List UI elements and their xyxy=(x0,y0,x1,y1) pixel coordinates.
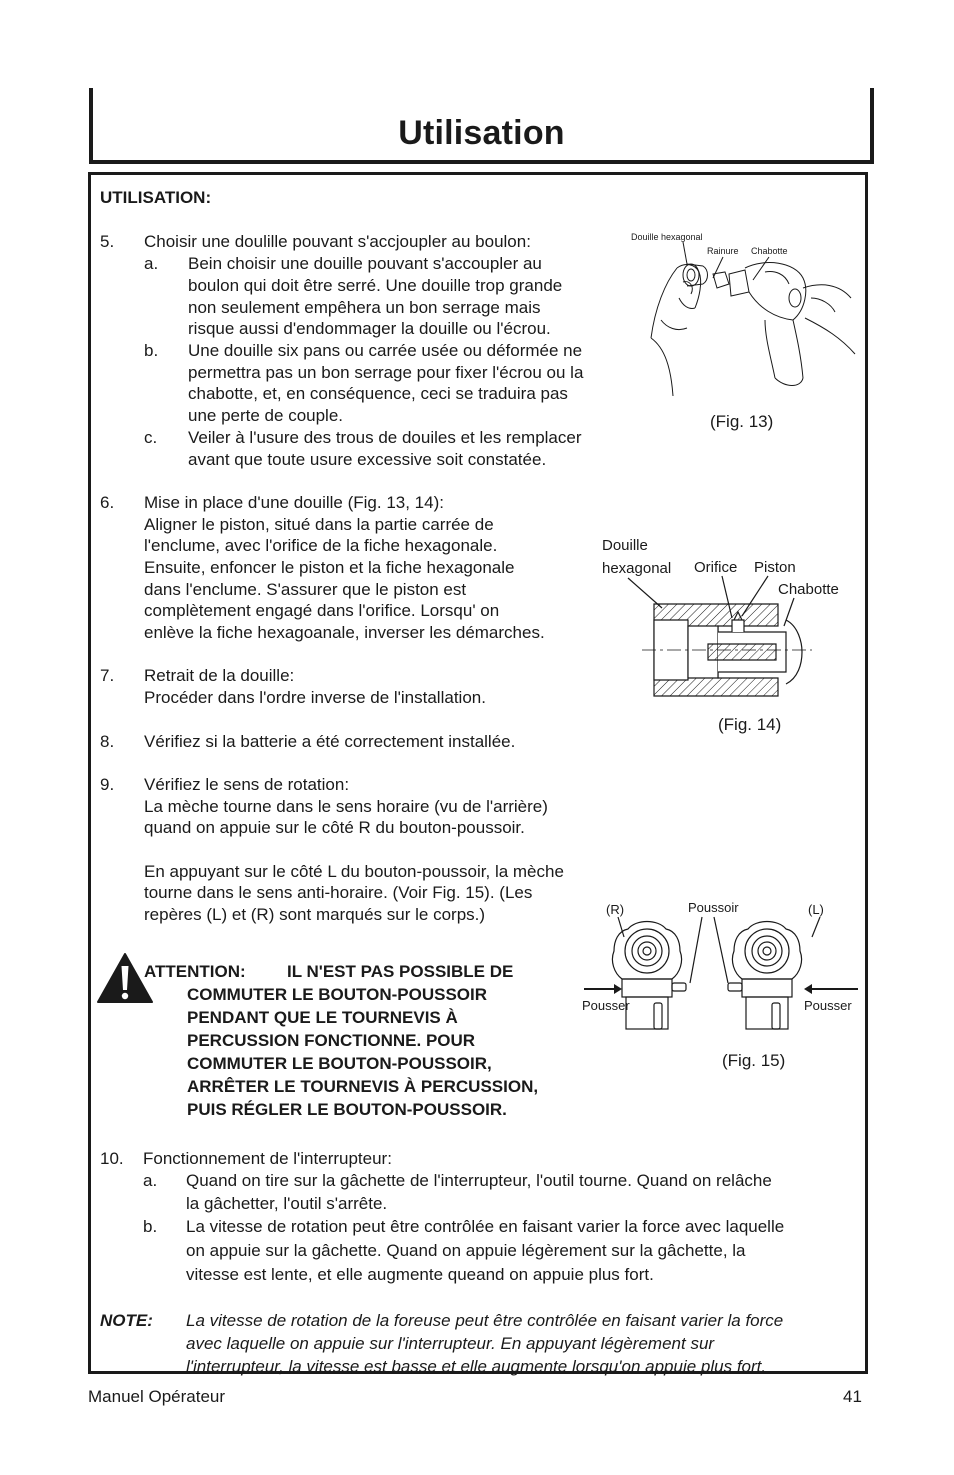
sub-line: boulon qui doit être serré. Une douille trop grande xyxy=(188,276,563,295)
attention-line: ARRÊTER LE TOURNEVIS À PERCUSSION, xyxy=(187,1077,539,1096)
note-label: NOTE: xyxy=(100,1311,153,1330)
attention-line: PENDANT QUE LE TOURNEVIS À xyxy=(187,1008,458,1027)
page-number: 41 xyxy=(843,1387,862,1406)
step-line: repères (L) et (R) sont marqués sur le corps.) xyxy=(144,905,486,924)
step-number: 6. xyxy=(100,493,115,512)
fig14-label-anvil: Chabotte xyxy=(778,581,839,598)
fig15-label-push-left: Pousser xyxy=(582,998,630,1013)
note-line: l'interrupteur, la vitesse est basse et elle augmente lorsqu'on appuie plus fort. xyxy=(186,1357,767,1376)
rotation-switch-illustration xyxy=(580,895,865,1040)
step-line: Aligner le piston, situé dans la partie carrée de xyxy=(144,515,494,534)
step-line: quand on appuie sur le côté R du bouton-poussoir. xyxy=(144,818,525,837)
fig15-label-push-right: Pousser xyxy=(804,998,852,1013)
sub-line: Une douille six pans ou carrée usée ou déformée ne xyxy=(188,341,583,360)
sub-line: vitesse est lente, et elle augmente queand on appuie plus fort. xyxy=(186,1265,654,1284)
title-frame xyxy=(89,88,874,164)
step-number: 5. xyxy=(100,232,115,251)
step-line: La mèche tourne dans le sens horaire (vu de l'arrière) xyxy=(144,797,548,816)
step-line: Vérifiez le sens de rotation: xyxy=(144,775,350,794)
sub-line: chabotte, et, en conséquence, ceci se traduira pas xyxy=(188,384,568,403)
attention-line: PERCUSSION FONCTIONNE. POUR xyxy=(187,1031,476,1050)
fig15-label-l: (L) xyxy=(808,902,824,917)
sub-label: c. xyxy=(144,428,158,447)
socket-cross-section xyxy=(598,530,860,705)
fig15-label-r: (R) xyxy=(606,902,625,917)
sub-label: b. xyxy=(143,1217,158,1236)
sub-line: risque aussi d'endommager la douille ou l'écrou. xyxy=(188,319,551,338)
fig14-label-socket-1: Douille xyxy=(602,537,648,554)
figure-caption: (Fig. 13) xyxy=(710,412,774,431)
step-line: dans l'enclume. S'assurer que le piston est xyxy=(144,580,467,599)
note-line: avec laquelle on appuie sur l'interrupteur. En appuyant légèrement sur xyxy=(186,1334,715,1353)
attention-line: PUIS RÉGLER LE BOUTON-POUSSOIR. xyxy=(187,1100,507,1119)
step-number: 7. xyxy=(100,666,115,685)
sub-line: la gâchetter, l'outil s'arrête. xyxy=(186,1194,388,1213)
step-line: Ensuite, enfoncer le piston et la fiche hexagonale xyxy=(144,558,515,577)
step-line: tourne dans le sens anti-horaire. (Voir Fig. 15). (Les xyxy=(144,883,533,902)
fig14-label-hole: Orifice xyxy=(694,559,738,576)
attention-label: ATTENTION: xyxy=(144,962,246,981)
step-line: complètement engagé dans l'orifice. Lorsqu' on xyxy=(144,601,500,620)
sub-line: avant que toute usure excessive soit constatée. xyxy=(188,450,547,469)
step-text: Vérifiez si la batterie a été correctement installée. xyxy=(144,732,516,751)
sub-line: permettra pas un bon serrage pour fixer l'écrou ou la xyxy=(188,363,584,382)
step-line: Procéder dans l'ordre inverse de l'installation. xyxy=(144,688,486,707)
step-line: l'enclume, avec l'orifice de la fiche hexagonale. xyxy=(144,536,498,555)
step-number: 8. xyxy=(100,732,115,751)
sub-line: Quand on tire sur la gâchette de l'interrupteur, l'outil tourne. Quand on relâche xyxy=(186,1171,772,1190)
sub-label: a. xyxy=(144,254,159,273)
step-number: 9. xyxy=(100,775,115,794)
sub-line: La vitesse de rotation peut être contrôlée en faisant varier la force avec laquelle xyxy=(186,1217,785,1236)
sub-label: a. xyxy=(143,1171,158,1190)
fig14-label-socket-2: hexagonal xyxy=(602,560,672,577)
fig13-label-groove: Rainure xyxy=(707,246,739,256)
fig13-label-anvil: Chabotte xyxy=(751,246,788,256)
sub-line: Bein choisir une douille pouvant s'accoupler au xyxy=(188,254,542,273)
step-number: 10. xyxy=(100,1149,124,1168)
step-line: Retrait de la douille: xyxy=(144,666,295,685)
socket-tool-illustration xyxy=(625,228,860,398)
page-title: Utilisation xyxy=(398,114,565,152)
fig14-label-pin: Piston xyxy=(754,559,796,576)
figure-caption: (Fig. 14) xyxy=(718,715,782,734)
note-line: La vitesse de rotation de la foreuse peut être contrôlée en faisant varier la force xyxy=(186,1311,784,1330)
fig15-label-button: Poussoir xyxy=(688,900,739,915)
figure-caption: (Fig. 15) xyxy=(722,1051,786,1070)
fig13-label-socket: Douille hexagonal xyxy=(631,232,703,242)
step-text: Choisir une doulille pouvant s'accjoupler au boulon: xyxy=(144,232,531,251)
sub-label: b. xyxy=(144,341,159,360)
step-line: Mise in place d'une douille (Fig. 13, 14): xyxy=(144,493,444,512)
attention-line: COMMUTER LE BOUTON-POUSSOIR, xyxy=(187,1054,492,1073)
step-text: Fonctionnement de l'interrupteur: xyxy=(143,1149,392,1168)
attention-line: IL N'EST PAS POSSIBLE DE xyxy=(287,962,514,981)
sub-line: non seulement empêhera un bon serrage mais xyxy=(188,298,541,317)
sub-line: Veiler à l'usure des trous de douiles et les remplacer xyxy=(188,428,582,447)
attention-line: COMMUTER LE BOUTON-POUSSOIR xyxy=(187,985,488,1004)
section-heading: UTILISATION: xyxy=(100,188,212,207)
step-line: enlève la fiche hexagoanale, inverser les démarches. xyxy=(144,623,545,642)
footer-manual-name: Manuel Opérateur xyxy=(88,1387,226,1406)
sub-line: on appuie sur la gâchette. Quand on appuie légèrement sur la gâchette, la xyxy=(186,1241,746,1260)
sub-line: une perte de couple. xyxy=(188,406,344,425)
step-line: En appuyant sur le côté L du bouton-poussoir, la mèche xyxy=(144,862,564,881)
